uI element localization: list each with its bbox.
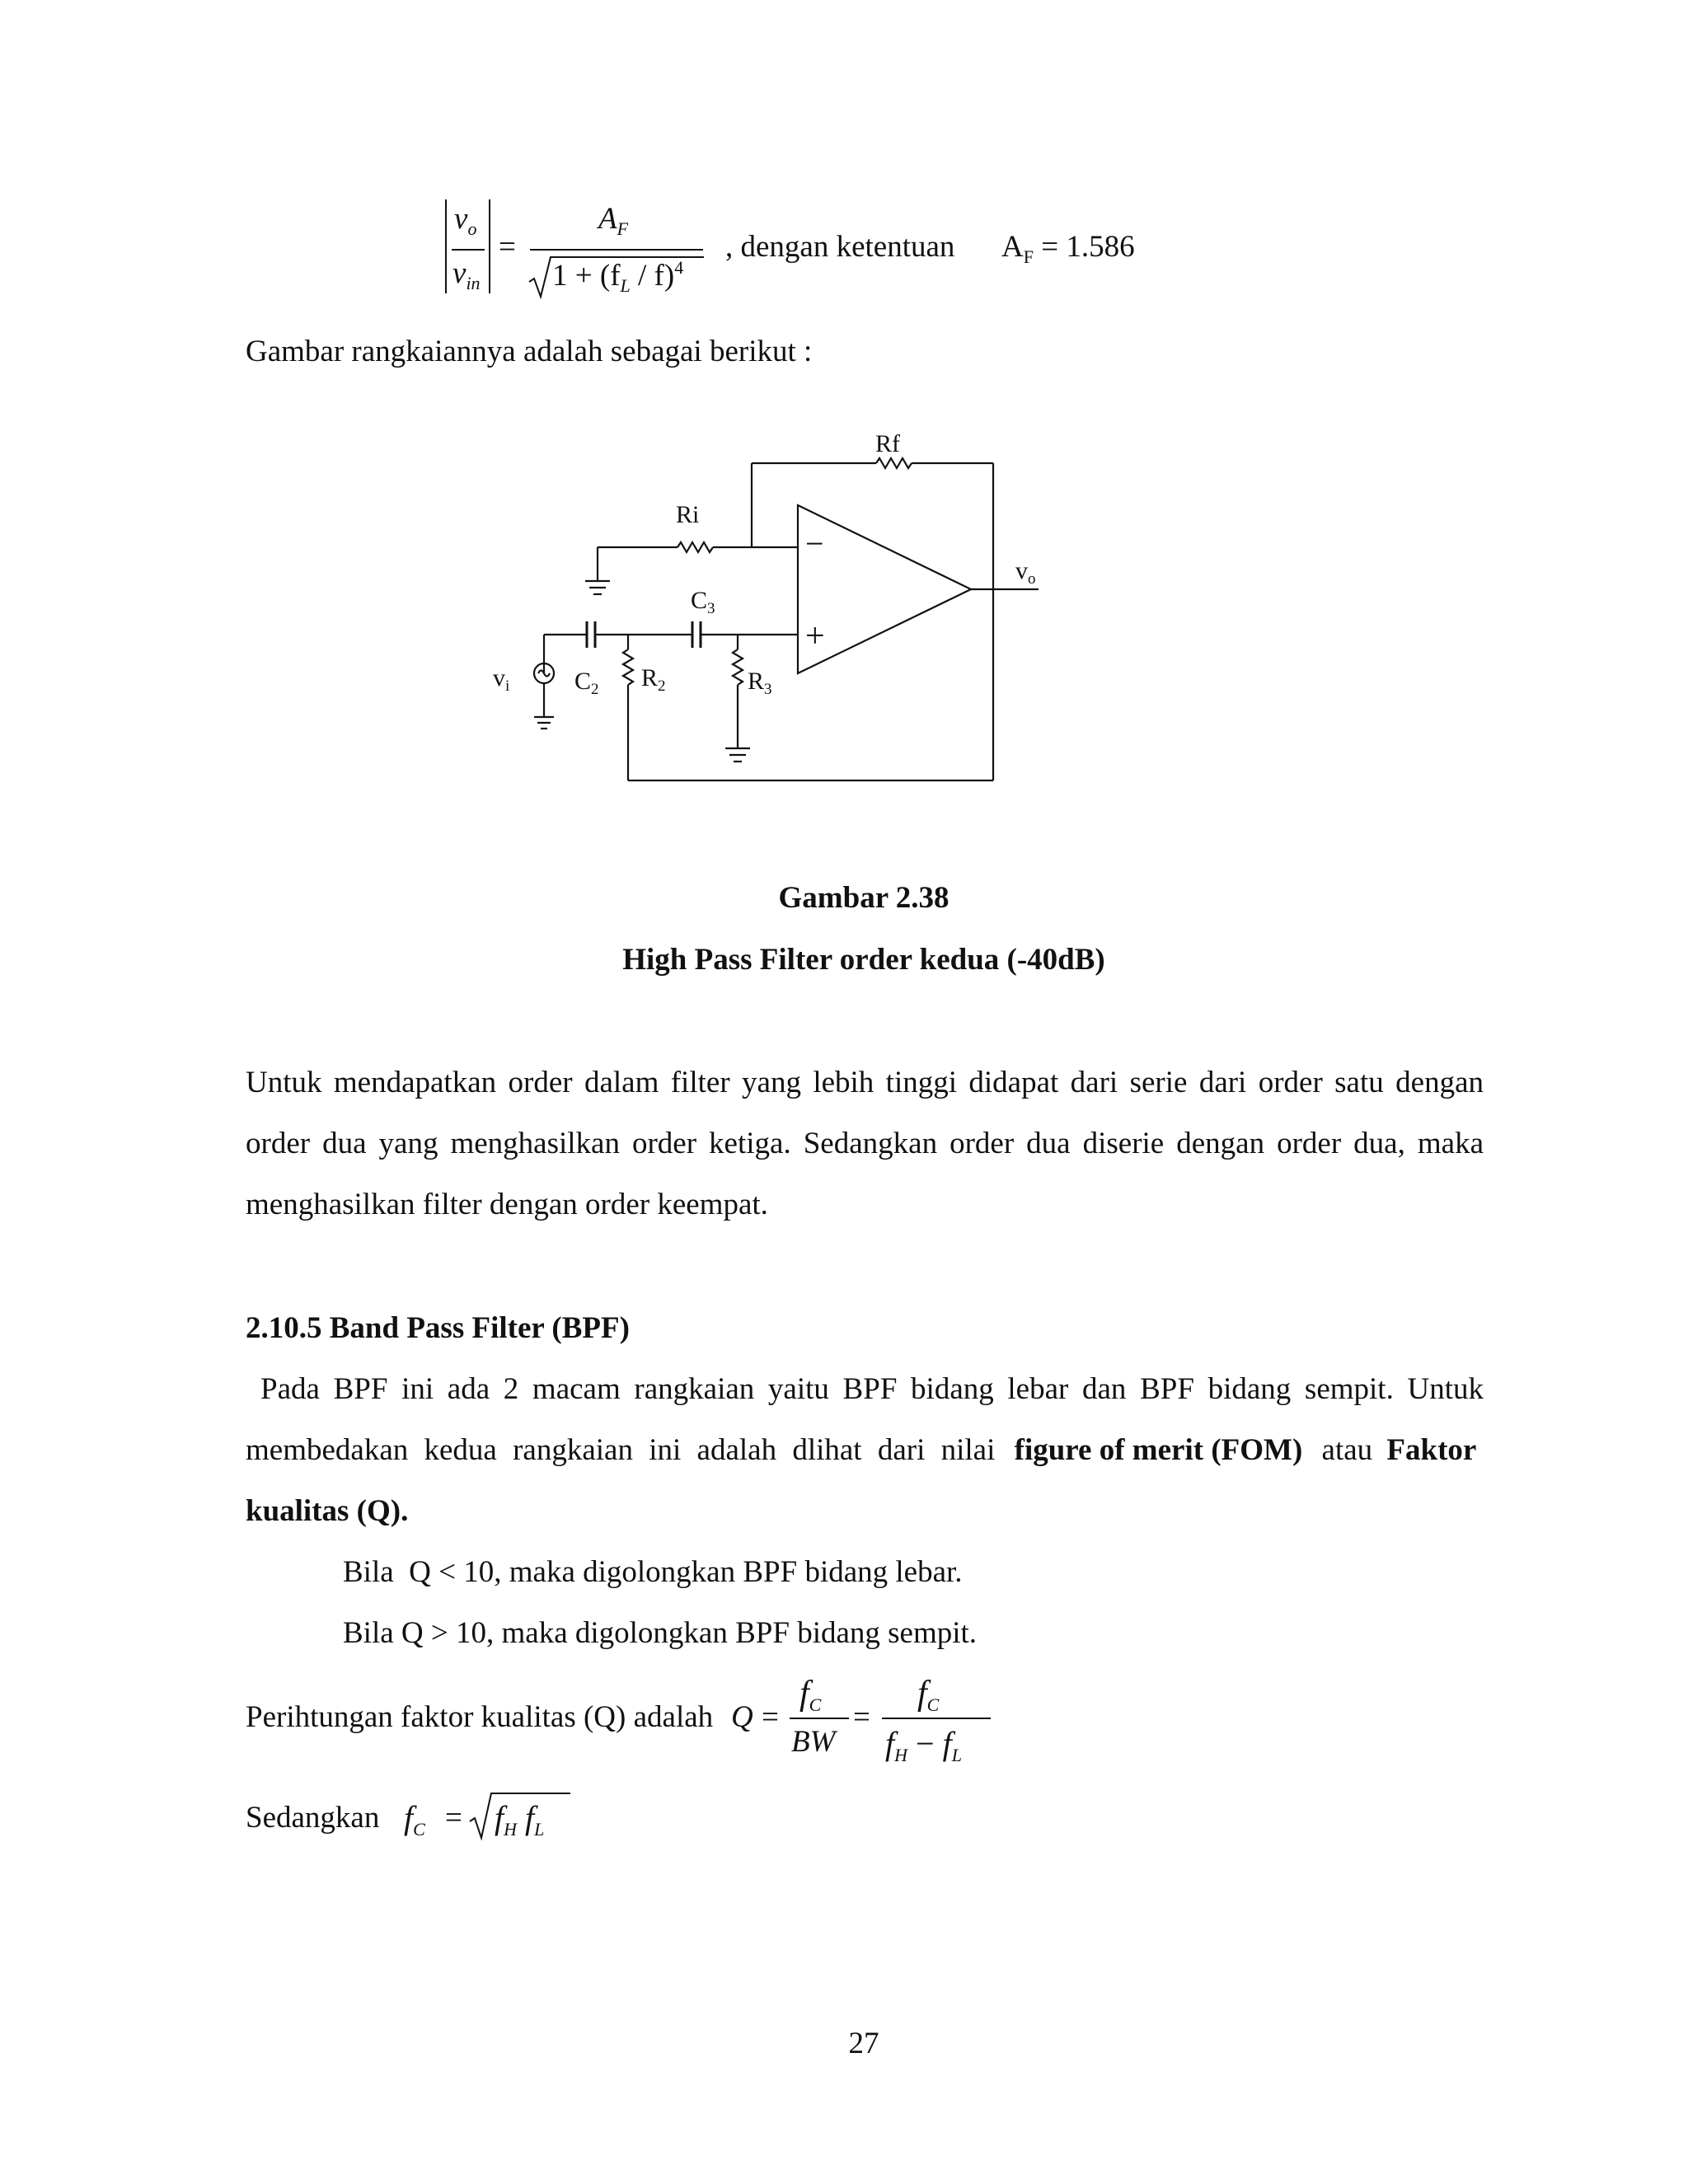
r2-resistor [623,649,633,685]
para2-line-3: kualitas (Q). [246,1494,409,1528]
label-vi: $v_i$ [493,664,510,695]
label-vo: $v_o$ [1015,557,1036,588]
opamp-minus: − [805,525,824,562]
para1-line-3: menghasilkan filter dengan order keempat. [246,1188,768,1221]
q-frac1-line [790,1718,849,1719]
hpf-circuit-diagram [462,420,1088,799]
af-fraction-line [530,249,703,251]
rf-resistor [876,458,912,468]
opamp-plus: + [805,617,825,655]
para1-line-2: order dua yang menghasilkan order ketiga. Sedangkan order dua diserie dengan order dua, maka [246,1127,1484,1160]
abs-bar-left [445,199,447,293]
figure-caption: High Pass Filter order kedua (-40dB) [622,943,1105,977]
q-frac2-den: $f_H - f_L$ [885,1725,962,1765]
af-numerator: $A_F$ [598,202,629,239]
fc-symbol: $f_C$ [404,1799,425,1840]
faktor-term: Faktor [1386,1433,1477,1467]
rule-narrow: Bila Q > 10, maka digolongkan BPF bidang sempit. [343,1616,978,1650]
ri-resistor [678,542,713,552]
q-frac1-den: BW [791,1725,836,1759]
figure-number: Gambar 2.38 [778,881,950,915]
vo-vin-fraction-line [452,249,485,251]
q-lead: Perihtungan faktor kualitas (Q) adalah [246,1700,714,1734]
r3-resistor [733,649,743,685]
vo-numerator: $v_o$ [454,202,477,239]
sqrt-content: $1 + (f_L / f)^4$ [552,257,684,296]
para1-line-1: Untuk mendapatkan order dalam filter yang lebih tinggi didapat dari serie dari order satu dengan [246,1066,1484,1099]
label-c3: $C_3$ [691,587,715,617]
equals-sign: = [499,230,516,264]
page-number: 27 [848,2027,879,2060]
fom-term: figure of merit (FOM) [1014,1433,1303,1467]
abs-bar-right [489,199,490,293]
label-rf: Rf [875,430,900,457]
af-value: $A_F = 1.586$ [1001,230,1135,267]
para2-line2-text: membedakan kedua rangkaian ini adalah dlihat dari nilai [246,1433,996,1467]
q-eq-2: = [853,1700,870,1734]
q-symbol: Q [731,1700,753,1734]
q-eq-1: = [762,1700,779,1734]
label-r2: $R_2$ [641,664,666,695]
label-r3: $R_3$ [748,668,772,698]
formula-note: , dengan ketentuan [725,230,955,264]
section-heading: 2.10.5 Band Pass Filter (BPF) [246,1311,630,1345]
para2-line2-mid: atau [1321,1433,1373,1467]
q-frac2-line [882,1718,991,1719]
fc-lead: Sedangkan [246,1801,380,1835]
label-ri: Ri [676,501,700,528]
intro-text: Gambar rangkaiannya adalah sebagai berikut : [246,335,813,368]
q-frac1-num: $f_C$ [799,1675,822,1715]
rule-wide: Bila Q < 10, maka digolongkan BPF bidang lebar. [343,1555,963,1589]
para2-line-2 [246,1432,1485,1469]
vin-denominator: $v_{in}$ [452,256,481,293]
fc-eq: = [445,1801,462,1835]
q-frac2-num: $f_C$ [917,1675,940,1715]
label-c2: $C_2$ [574,668,599,698]
fc-sqrt-content: $f_H$ $f_L$ [495,1799,545,1840]
para2-line-1: Pada BPF ini ada 2 macam rangkaian yaitu BPF bidang lebar dan BPF bidang sempit. Untuk [260,1372,1484,1406]
